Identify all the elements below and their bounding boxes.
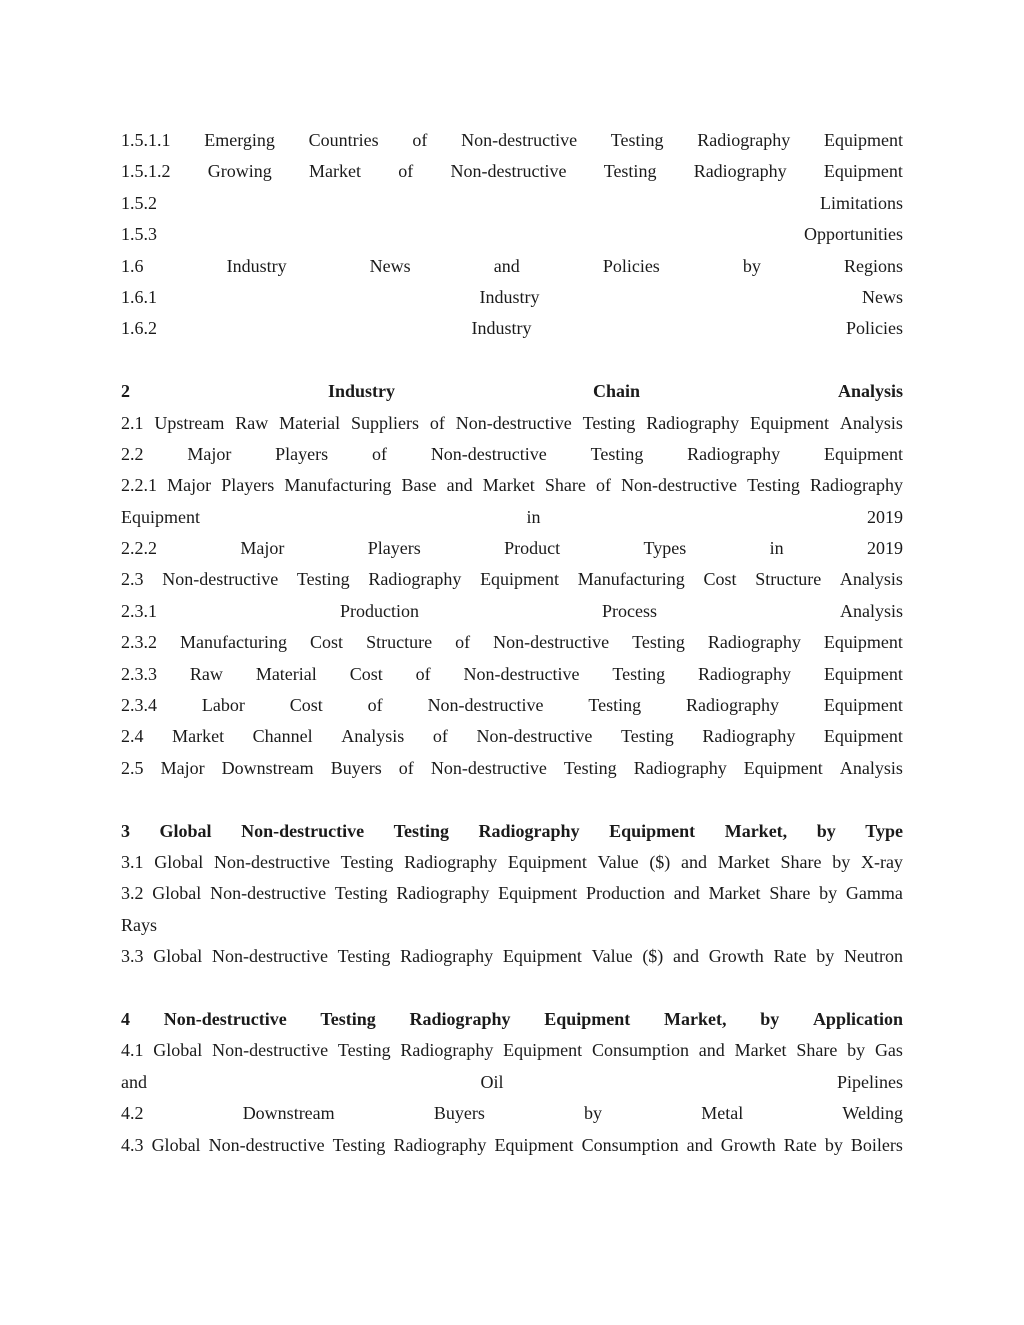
toc-word: Material	[279, 412, 341, 433]
toc-entry	[121, 470, 903, 501]
toc-word: Non-destructive	[461, 130, 578, 150]
toc-word: Radiography	[698, 663, 792, 684]
toc-word: Rate	[773, 946, 807, 967]
toc-word: Radiography	[368, 569, 462, 590]
toc-word: Equipment	[823, 443, 903, 464]
toc-word: Suppliers	[350, 412, 419, 433]
toc-word: Testing	[340, 851, 394, 872]
toc-word: in	[769, 538, 784, 559]
toc-word: Neutron	[843, 946, 903, 967]
toc-word: 2.2.2	[121, 538, 157, 559]
toc-entry	[121, 878, 903, 909]
toc-word: 4.1	[121, 1040, 144, 1061]
toc-word: Market	[309, 161, 361, 182]
toc-word: Types	[643, 538, 687, 559]
toc-word: Non-destructive	[450, 161, 567, 182]
toc-word: Non-destructive	[241, 820, 365, 841]
toc-word: Buyers	[433, 1103, 485, 1124]
toc-word: 2.1	[121, 412, 144, 433]
toc-word: and	[121, 1071, 147, 1092]
toc-word: 2.2	[121, 443, 144, 464]
toc-word: Non-destructive	[213, 851, 330, 872]
toc-entry	[121, 313, 903, 344]
toc-word: Non-destructive	[493, 632, 610, 653]
toc-word: Downstream	[221, 757, 314, 778]
toc-word: 4.2	[121, 1103, 144, 1124]
toc-word: Radiography	[478, 820, 580, 841]
toc-word: Regions	[843, 255, 903, 276]
toc-word: Opportunities	[804, 224, 903, 245]
toc-word: by	[816, 946, 835, 967]
toc-word: Base	[401, 475, 437, 496]
toc-word: ($)	[649, 851, 671, 872]
toc-word: Equipment	[480, 569, 560, 590]
toc-word: and	[446, 475, 473, 496]
toc-word: Rate	[783, 1134, 817, 1155]
toc-word: Equipment	[823, 726, 903, 747]
toc-word: 2	[121, 381, 130, 402]
toc-word: Manufacturing	[180, 632, 287, 653]
toc-word: Global	[151, 1134, 201, 1155]
toc-word: of	[429, 412, 445, 433]
section-heading	[121, 816, 903, 847]
toc-word: 1.6	[121, 255, 144, 276]
toc-word: Market,	[664, 1008, 727, 1029]
toc-entry	[121, 533, 903, 564]
toc-entry	[121, 659, 903, 690]
toc-entry	[121, 910, 903, 941]
toc-word: Radiography	[686, 695, 780, 716]
toc-entry	[121, 408, 903, 439]
toc-word: Equipment	[507, 851, 587, 872]
toc-word: Downstream	[242, 1103, 335, 1124]
toc-word: Market	[172, 726, 225, 747]
toc-word: Analysis	[840, 600, 903, 621]
toc-word: and	[686, 1134, 713, 1155]
toc-entry	[121, 502, 903, 533]
toc-word: Global	[153, 946, 203, 967]
toc-word: Radiography	[409, 1008, 511, 1029]
toc-entry	[121, 251, 903, 282]
toc-word: Global	[159, 820, 212, 841]
toc-word: of	[398, 161, 414, 182]
toc-word: Gas	[874, 1040, 903, 1061]
section-gap	[121, 973, 903, 1004]
toc-word: Metal	[701, 1103, 744, 1124]
toc-entry	[121, 596, 903, 627]
toc-word: Testing	[612, 663, 666, 684]
toc-word: of	[415, 663, 431, 684]
toc-word: Market	[482, 475, 535, 496]
toc-word: Radiography	[810, 475, 903, 496]
toc-word: Cost	[349, 663, 383, 684]
toc-word: Equipment	[609, 820, 696, 841]
toc-word: Cost	[703, 569, 737, 590]
toc-word: Non-destructive	[476, 726, 593, 747]
toc-word: Share	[780, 851, 822, 872]
toc-word: Non-destructive	[427, 695, 544, 716]
toc-word: Equipment	[823, 632, 903, 653]
toc-word: 2.3.3	[121, 663, 157, 684]
toc-word: Radiography	[393, 1134, 487, 1155]
toc-word: Raw	[189, 663, 223, 684]
toc-word: Value	[597, 851, 639, 872]
toc-entry	[121, 627, 903, 658]
toc-word: 3.3	[121, 946, 144, 967]
toc-word: Production	[340, 600, 419, 621]
toc-word: Oil	[480, 1071, 504, 1092]
toc-word: Non-destructive	[163, 1008, 287, 1029]
toc-entry	[121, 721, 903, 752]
toc-word: Testing	[337, 1040, 391, 1061]
toc-word: 2.3.4	[121, 695, 157, 716]
toc-word: Consumption	[591, 1040, 689, 1061]
toc-word: Upstream	[154, 412, 225, 433]
toc-word: Manufacturing	[577, 569, 685, 590]
toc-word: Major	[160, 757, 205, 778]
toc-word: Testing	[334, 883, 388, 904]
toc-word: Non-destructive	[208, 1134, 325, 1155]
toc-word: and	[493, 255, 520, 276]
toc-word: Gamma	[845, 883, 903, 904]
toc-word: Manufacturing	[284, 475, 392, 496]
toc-word: Analysis	[839, 757, 903, 778]
toc-entry	[121, 847, 903, 878]
toc-entry	[121, 753, 903, 784]
toc-word: Non-destructive	[621, 475, 738, 496]
toc-word: Testing	[563, 757, 617, 778]
toc-word: Welding	[842, 1103, 903, 1124]
toc-word: Equipment	[823, 161, 903, 182]
toc-word: Testing	[610, 130, 664, 150]
toc-word: Radiography	[400, 946, 494, 967]
toc-word: of	[595, 475, 611, 496]
toc-word: Radiography	[707, 632, 801, 653]
toc-word: Testing	[332, 1134, 386, 1155]
toc-word: Testing	[296, 569, 350, 590]
toc-word: by	[847, 1040, 866, 1061]
table-of-contents	[121, 125, 903, 1161]
toc-word: Application	[812, 1008, 903, 1029]
toc-entry	[121, 188, 903, 219]
toc-word: Industry	[471, 318, 532, 339]
toc-word: Testing	[582, 412, 636, 433]
toc-word: 2.3	[121, 569, 144, 590]
toc-entry	[121, 1098, 903, 1129]
toc-word: ($)	[642, 946, 664, 967]
toc-word: Non-destructive	[162, 569, 279, 590]
toc-word: Testing	[747, 475, 800, 496]
toc-word: 1.5.3	[121, 224, 157, 245]
toc-word: Cost	[289, 695, 323, 716]
toc-word: Equipment	[743, 757, 823, 778]
toc-word: Players	[275, 443, 329, 464]
toc-word: Channel	[252, 726, 313, 747]
toc-word: News	[862, 286, 903, 307]
toc-entry	[121, 219, 903, 250]
toc-word: Labor	[201, 695, 245, 716]
toc-word: of	[412, 130, 428, 150]
toc-word: Policies	[602, 255, 660, 276]
toc-word: Policies	[846, 318, 903, 339]
toc-word: Radiography	[702, 726, 796, 747]
toc-word: Industry	[226, 255, 287, 276]
toc-word: Major	[167, 475, 212, 496]
toc-word: 1.5.1.2	[121, 161, 171, 182]
toc-word: 4.3	[121, 1134, 144, 1155]
toc-word: Global	[153, 1040, 203, 1061]
toc-word: Boilers	[850, 1134, 903, 1155]
toc-word: Radiography	[404, 851, 498, 872]
toc-word: Equipment	[823, 695, 903, 716]
toc-word: Equipment	[498, 883, 578, 904]
toc-word: Radiography	[633, 757, 727, 778]
toc-word: Buyers	[330, 757, 382, 778]
toc-entry	[121, 564, 903, 595]
toc-word: Market,	[724, 820, 788, 841]
toc-word: Global	[152, 883, 202, 904]
toc-word: 3.2	[121, 883, 144, 904]
toc-word: by	[819, 883, 838, 904]
toc-word: by	[742, 255, 761, 276]
toc-word: Players	[367, 538, 421, 559]
toc-word: Analysis	[839, 569, 903, 590]
toc-word: of	[432, 726, 448, 747]
toc-word: Pipelines	[836, 1071, 903, 1092]
toc-word: 3	[121, 820, 130, 841]
toc-word: Growth	[720, 1134, 776, 1155]
toc-word: Equipment	[502, 946, 582, 967]
toc-word: Non-destructive	[430, 757, 547, 778]
toc-word: News	[369, 255, 411, 276]
toc-word: Radiography	[697, 130, 791, 150]
toc-word: Production	[585, 883, 665, 904]
section-heading	[121, 376, 903, 407]
toc-word: 1.5.1.1	[121, 130, 171, 150]
toc-word: Equipment	[750, 412, 830, 433]
toc-word: 1.5.2	[121, 192, 157, 213]
toc-word: Analysis	[839, 412, 903, 433]
toc-word: Equipment	[823, 130, 903, 150]
toc-word: by	[824, 1134, 843, 1155]
toc-word: 2.3.1	[121, 600, 157, 621]
toc-word: Players	[221, 475, 275, 496]
toc-word: Non-destructive	[211, 946, 328, 967]
toc-entry	[121, 282, 903, 313]
toc-word: Chain	[592, 381, 640, 402]
toc-word: Structure	[755, 569, 822, 590]
toc-word: Type	[865, 820, 903, 841]
toc-word: Non-destructive	[210, 883, 327, 904]
toc-word: 3.1	[121, 851, 144, 872]
toc-word: Industry	[327, 381, 395, 402]
toc-word: by	[832, 851, 851, 872]
toc-word: Product	[504, 538, 561, 559]
toc-word: Material	[255, 663, 317, 684]
toc-word: 2019	[867, 538, 903, 559]
toc-word: and	[673, 883, 700, 904]
toc-word: Emerging	[204, 130, 275, 150]
toc-word: of	[371, 443, 387, 464]
toc-word: Testing	[337, 946, 391, 967]
toc-word: Major	[240, 538, 285, 559]
toc-word: Major	[187, 443, 232, 464]
toc-word: by	[584, 1103, 603, 1124]
toc-word: 2.2.1	[121, 475, 157, 496]
section-gap	[121, 784, 903, 815]
toc-word: Testing	[603, 161, 657, 182]
toc-word: Consumption	[581, 1134, 679, 1155]
toc-word: of	[398, 757, 414, 778]
toc-word: Equipment	[823, 663, 903, 684]
toc-word: Radiography	[400, 1040, 494, 1061]
toc-word: and	[698, 1040, 725, 1061]
toc-entry	[121, 690, 903, 721]
toc-entry	[121, 1035, 903, 1066]
toc-word: Radiography	[687, 443, 781, 464]
toc-word: Market	[708, 883, 761, 904]
toc-word: 2.4	[121, 726, 144, 747]
toc-word: 1.6.1	[121, 286, 157, 307]
toc-word: Share	[544, 475, 586, 496]
toc-word: Radiography	[693, 161, 787, 182]
toc-word: and	[681, 851, 708, 872]
toc-word: Cost	[310, 632, 344, 653]
toc-entry	[121, 1067, 903, 1098]
toc-word: Testing	[320, 1008, 376, 1029]
section-gap	[121, 345, 903, 376]
toc-word: by	[760, 1008, 780, 1029]
toc-word: 1.6.2	[121, 318, 157, 339]
toc-word: Structure	[366, 632, 433, 653]
toc-word: by	[816, 820, 836, 841]
toc-word: Equipment	[503, 1040, 583, 1061]
toc-word: Countries	[308, 130, 379, 150]
toc-word: Share	[796, 1040, 838, 1061]
toc-entry	[121, 125, 903, 156]
toc-word: Share	[769, 883, 811, 904]
toc-word: Testing	[621, 726, 674, 747]
toc-word: Non-destructive	[463, 663, 580, 684]
toc-word: Testing	[393, 820, 449, 841]
toc-word: of	[455, 632, 471, 653]
toc-word: Equipment	[121, 506, 200, 527]
toc-word: 2.3.2	[121, 632, 157, 653]
toc-word: Industry	[479, 286, 540, 307]
toc-word: Non-destructive	[212, 1040, 329, 1061]
toc-entry	[121, 156, 903, 187]
toc-word: Testing	[632, 632, 685, 653]
toc-word: Radiography	[396, 883, 490, 904]
toc-word: Growing	[207, 161, 272, 182]
toc-word: X-ray	[860, 851, 903, 872]
toc-word: of	[367, 695, 383, 716]
toc-word: Market	[734, 1040, 787, 1061]
toc-word: Testing	[588, 695, 642, 716]
toc-entry	[121, 941, 903, 972]
toc-word: in	[526, 506, 541, 527]
toc-word: Process	[602, 600, 657, 621]
toc-word: Raw	[235, 412, 269, 433]
section-heading	[121, 1004, 903, 1035]
toc-word: Global	[154, 851, 204, 872]
toc-word: Value	[591, 946, 633, 967]
toc-entry	[121, 1130, 903, 1161]
toc-word: Equipment	[544, 1008, 631, 1029]
toc-word: Rays	[121, 914, 157, 935]
toc-word: Non-destructive	[455, 412, 572, 433]
toc-word: Analysis	[837, 381, 903, 402]
toc-word: Radiography	[646, 412, 740, 433]
toc-word: Limitations	[820, 192, 903, 213]
toc-word: Non-destructive	[430, 443, 547, 464]
toc-entry	[121, 439, 903, 470]
toc-word: 2.5	[121, 757, 144, 778]
toc-word: Market	[717, 851, 770, 872]
toc-word: Growth	[708, 946, 764, 967]
toc-word: and	[673, 946, 700, 967]
toc-word: 2019	[866, 506, 903, 527]
toc-word: 4	[121, 1008, 130, 1029]
toc-word: Testing	[590, 443, 644, 464]
toc-word: Equipment	[494, 1134, 574, 1155]
toc-word: Analysis	[341, 726, 405, 747]
